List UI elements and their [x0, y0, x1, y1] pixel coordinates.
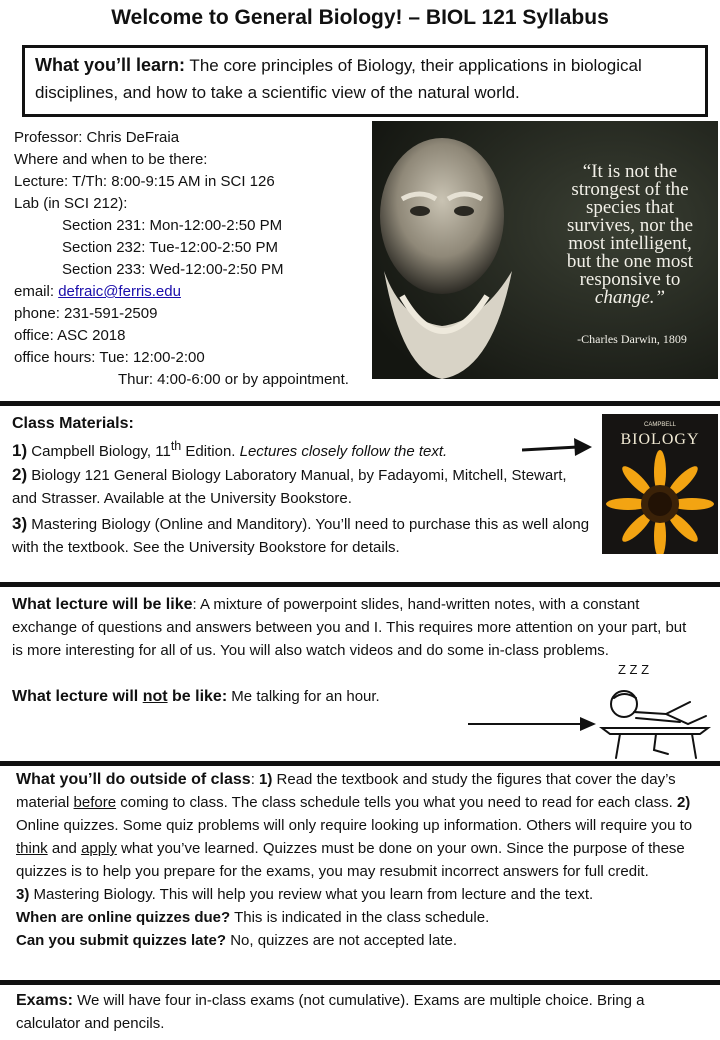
office: office: ASC 2018	[14, 327, 126, 344]
faq-answer: This is indicated in the class schedule.	[230, 909, 490, 926]
professor: Professor: Chris DeFraia	[14, 129, 180, 146]
page-title: Welcome to General Biology! – BIOL 121 Syllabus	[111, 6, 609, 29]
item-number: 1)	[259, 771, 273, 788]
exams-section	[16, 989, 706, 1035]
where-when: Where and when to be there:	[14, 151, 208, 168]
email-row	[14, 281, 386, 303]
not-word: not	[142, 688, 168, 705]
faq-question: Can you submit quizzes late?	[16, 932, 227, 949]
section-divider	[0, 980, 720, 985]
quote-line: responsive to	[579, 269, 681, 290]
item-text: Biology 121 General Biology Laboratory Manual, by Fadayomi, Mitchell, Stewart, and Strasser. Available at the University Bookstore.	[12, 467, 567, 507]
textbook-cover-image	[602, 414, 718, 554]
section-divider	[0, 761, 720, 766]
zzz-text: Z Z Z	[618, 662, 650, 677]
darwin-quote-image	[372, 121, 718, 379]
book-brand: CAMPBELL	[643, 422, 677, 428]
emphasis-text: before	[73, 794, 117, 811]
section-divider	[0, 401, 720, 406]
lecture-time: Lecture: T/Th: 8:00-9:15 AM in SCI 126	[14, 173, 275, 190]
item-number: 2)	[12, 465, 28, 484]
learn-text: The core principles of Biology, their applications in biological disciplines, and how to take a scientific view of the natural world.	[35, 56, 642, 102]
item-text: Mastering Biology (Online and Manditory). You’ll need to purchase this as well along with the textbook. See the University Bookstore for details.	[12, 516, 590, 556]
outside-item-3	[16, 883, 706, 906]
phone: phone: 231-591-2509	[14, 305, 158, 322]
faq-answer: No, quizzes are not accepted late.	[226, 932, 458, 949]
outside-heading: What you’ll do outside of class	[16, 771, 251, 788]
quote-line: species that	[585, 197, 675, 218]
faq-late	[16, 929, 706, 952]
quote-attribution: -Charles Darwin, 1809	[577, 332, 687, 346]
item-text: and	[47, 840, 82, 857]
lecture-description	[12, 593, 692, 662]
item-number: 2)	[676, 794, 691, 811]
item-text: coming to class. The class schedule tells you what you need to read for each class.	[116, 794, 677, 811]
material-item-1	[12, 435, 592, 463]
lecture-heading: What lecture will be like	[12, 596, 193, 613]
faq-question: When are online quizzes due?	[16, 909, 231, 926]
lab-section: Section 232: Tue-12:00-2:50 PM	[62, 239, 278, 256]
class-materials	[12, 412, 592, 559]
learn-box	[22, 45, 708, 117]
lecture-text: : A mixture of powerpoint slides, hand-written notes, with a constant exchange of questions and answers between you and I. This requires more attention on your part, but is more interesting for all of us. You will also watch videos and do some in-class problems.	[12, 596, 687, 659]
item-text: what you’ve learned. Quizzes must be done on your own. Since the purpose of these quizzes is to help you prepare for the exams, you may resubmit incorrect answers for full credit.	[16, 840, 685, 880]
outside-class-section	[16, 768, 706, 952]
lecture-not-text: Me talking for an hour.	[227, 688, 380, 705]
material-item-2	[12, 463, 592, 510]
item-text: Mastering Biology. This will help you review what you learn from lecture and the text.	[29, 886, 594, 903]
exams-heading: Exams:	[16, 992, 73, 1009]
item-text: Read the textbook and study the figures that cover the day’s material	[16, 771, 676, 811]
item-text: Campbell Biology, 11	[27, 443, 171, 460]
arrow-icon	[522, 436, 592, 460]
book-title: BIOLOGY	[620, 431, 700, 448]
emphasis-text: think	[16, 840, 48, 857]
item-text: Edition.	[181, 443, 240, 460]
quote-line: “It is not the	[582, 161, 678, 182]
office-hours: office hours: Tue: 12:00-2:00	[14, 349, 205, 366]
item-note: Lectures closely follow the text.	[239, 443, 448, 460]
lab-section: Section 231: Mon-12:00-2:50 PM	[62, 217, 283, 234]
materials-heading: Class Materials:	[12, 415, 134, 432]
arrow-icon	[468, 713, 598, 735]
item-text: Online quizzes. Some quiz problems will only require looking up information. Others will require you to	[16, 817, 693, 834]
outside-item-1-2	[16, 768, 706, 883]
item-number: 3)	[12, 514, 28, 533]
learn-heading: What you’ll learn:	[35, 55, 186, 75]
item-number: 1)	[12, 441, 28, 460]
office-hours-thursday: Thur: 4:00-6:00 or by appointment.	[118, 371, 349, 388]
exams-text: We will have four in-class exams (not cumulative). Exams are multiple choice. Bring a calculator and pencils.	[16, 992, 645, 1032]
lab-info: Lab (in SCI 212):	[14, 195, 128, 212]
faq-due	[16, 906, 706, 929]
lecture-not-heading: be like:	[167, 688, 228, 705]
quote-line: change.”	[594, 287, 666, 308]
quote-line: strongest of the	[571, 179, 689, 200]
lecture-not-heading: What lecture will	[12, 688, 143, 705]
quote-line: most intelligent,	[568, 233, 692, 254]
email-link[interactable]: defraic@ferris.edu	[58, 283, 181, 300]
section-divider	[0, 582, 720, 587]
emphasis-text: apply	[81, 840, 117, 857]
superscript: th	[170, 439, 182, 453]
material-item-3	[12, 512, 592, 559]
course-info	[14, 127, 386, 391]
item-number: 3)	[16, 886, 30, 903]
colon: :	[250, 771, 260, 788]
quote-line: but the one most	[566, 251, 694, 272]
lab-section: Section 233: Wed-12:00-2:50 PM	[62, 261, 284, 278]
sleeping-student-icon	[596, 654, 714, 762]
email-label: email:	[14, 283, 59, 300]
quote-line: survives, nor the	[566, 215, 694, 236]
